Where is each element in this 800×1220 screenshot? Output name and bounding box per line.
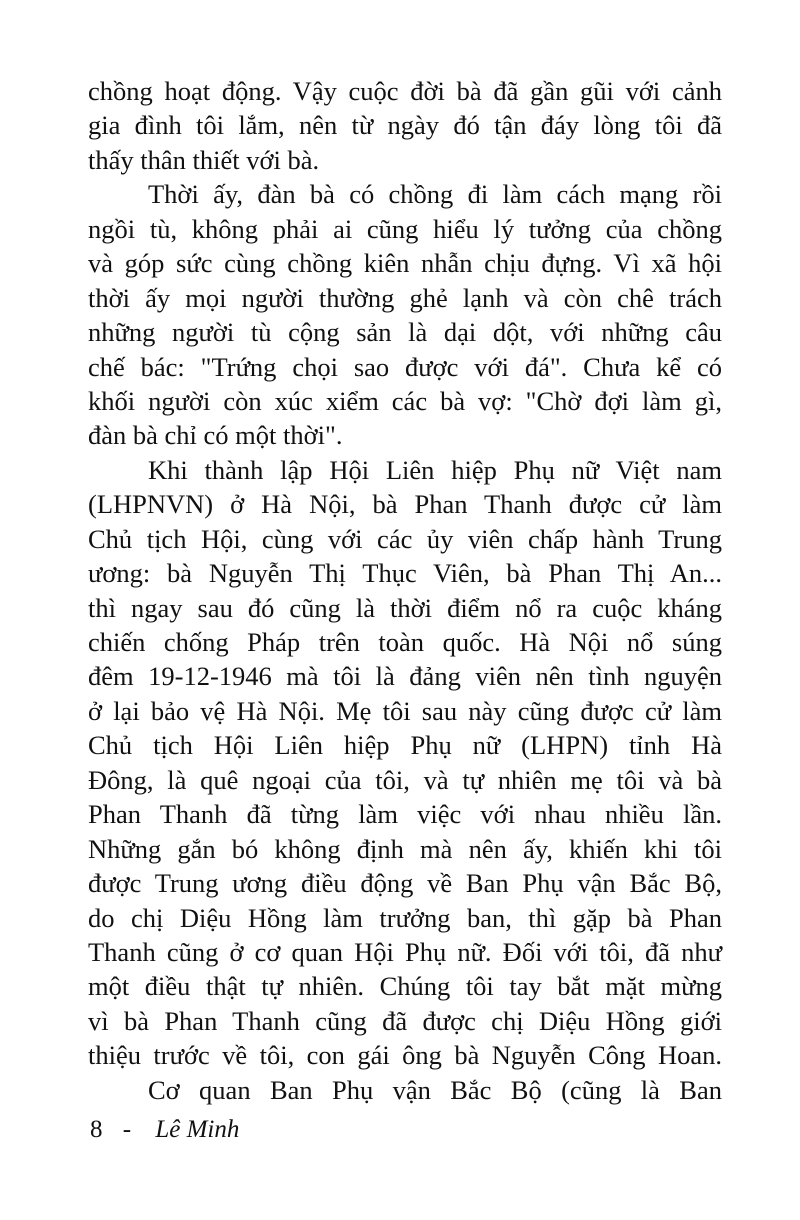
text-line: những người tù cộng sản là dại dột, với những câu (88, 317, 722, 348)
text-line: ngồi tù, không phải ai cũng hiểu lý tưởng của chồng (88, 213, 722, 244)
text-line: thời ấy mọi người thường ghẻ lạnh và còn chê trách (88, 282, 722, 313)
text-line: và góp sức cùng chồng kiên nhẫn chịu đựng. Vì xã hội (88, 248, 722, 279)
text-line: (LHPNVN) ở Hà Nội, bà Phan Thanh được cử làm (88, 489, 722, 520)
text-line: thiệu trước về tôi, con gái ông bà Nguyễn Công Hoan. (88, 1040, 722, 1071)
text-line: Thanh cũng ở cơ quan Hội Phụ nữ. Đối với tôi, đã như (88, 936, 722, 967)
text-line: được Trung ương điều động về Ban Phụ vận Bắc Bộ, (88, 868, 722, 899)
page-number: 8 (90, 1116, 103, 1143)
text-line: ở lại bảo vệ Hà Nội. Mẹ tôi sau này cũng được cử làm (88, 695, 722, 726)
text-line: Đông, là quê ngoại của tôi, và tự nhiên mẹ tôi và bà (88, 764, 722, 795)
text-line: thấy thân thiết với bà. (88, 144, 320, 175)
text-line: Thời ấy, đàn bà có chồng đi làm cách mạng rồi (148, 179, 722, 210)
text-line: do chị Diệu Hồng làm trưởng ban, thì gặp bà Phan (88, 902, 722, 933)
text-line: ương: bà Nguyễn Thị Thục Viên, bà Phan Thị An... (88, 558, 722, 589)
text-line: chồng hoạt động. Vậy cuộc đời bà đã gần gũi với cảnh (88, 76, 722, 106)
text-line: Cơ quan Ban Phụ vận Bắc Bộ (cũng là Ban (148, 1074, 722, 1105)
text-line: chiến chống Pháp trên toàn quốc. Hà Nội nổ súng (88, 627, 722, 657)
text-line: chế bác: "Trứng chọi sao được với đá". Chưa kể có (88, 351, 722, 382)
text-line: Chủ tịch Hội, cùng với các ủy viên chấp hành Trung (88, 523, 722, 554)
text-line: Những gắn bó không định mà nên ấy, khiến khi tôi (88, 833, 722, 864)
page-footer (90, 1110, 239, 1150)
text-line: thì ngay sau đó cũng là thời điểm nổ ra cuộc kháng (88, 592, 722, 623)
text-line: Chủ tịch Hội Liên hiệp Phụ nữ (LHPN) tỉnh Hà (88, 730, 722, 761)
text-line: vì bà Phan Thanh cũng đã được chị Diệu Hồng giới (88, 1005, 722, 1036)
body-text (88, 74, 722, 1107)
text-line: đàn bà chỉ có một thời". (88, 420, 343, 451)
text-line: Phan Thanh đã từng làm việc với nhau nhiều lần. (88, 799, 722, 830)
text-line: khối người còn xúc xiểm các bà vợ: "Chờ đợi làm gì, (88, 385, 722, 416)
text-line: một điều thật tự nhiên. Chúng tôi tay bắt mặt mừng (88, 971, 722, 1002)
footer-separator: - (122, 1116, 132, 1143)
text-line: gia đình tôi lắm, nên từ ngày đó tận đáy lòng tôi đã (88, 110, 722, 141)
author-name: Lê Minh (155, 1116, 240, 1143)
text-line: Khi thành lập Hội Liên hiệp Phụ nữ Việt nam (148, 454, 722, 485)
text-line: đêm 19-12-1946 mà tôi là đảng viên nên tình nguyện (88, 661, 722, 692)
